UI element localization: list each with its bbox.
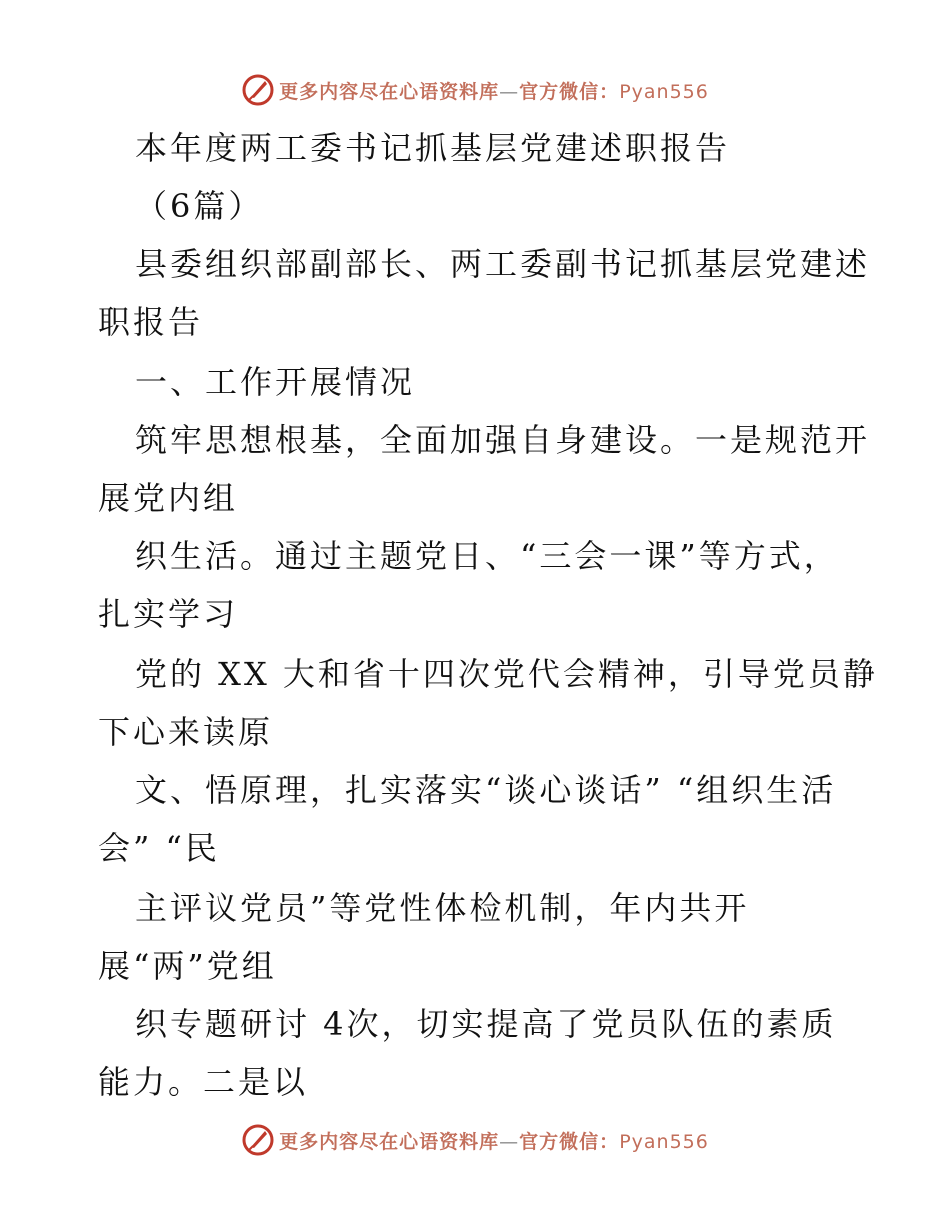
paragraph-line: 织生活。通过主题党日、“三会一课”等方式，	[135, 537, 839, 575]
watermark-text: 更多内容尽在心语资料库	[279, 80, 500, 103]
paragraph-line: 展“两”党组	[98, 947, 277, 985]
watermark-dash: —	[499, 80, 520, 103]
paragraph-line: 织专题研讨 4次，切实提高了党员队伍的素质	[135, 1005, 837, 1043]
watermark-footer	[0, 1120, 950, 1160]
document-subtitle: （6篇）	[135, 187, 264, 225]
watermark-wechat-id: Pyan556	[619, 1130, 709, 1153]
paragraph-line: 会” “民	[98, 829, 220, 867]
watermark-wechat-label: 官方微信：	[519, 1130, 620, 1153]
watermark-text: 更多内容尽在心语资料库	[279, 1130, 500, 1153]
paragraph-line: 能力。二是以	[98, 1063, 309, 1101]
section-heading: 县委组织部副部长、两工委副书记抓基层党建述	[135, 245, 871, 283]
document-title: 本年度两工委书记抓基层党建述职报告	[135, 129, 731, 167]
paragraph-line: 主评议党员”等党性体检机制，年内共开	[135, 889, 750, 927]
quill-logo-icon	[241, 73, 275, 107]
paragraph-line: 筑牢思想根基，全面加强自身建设。一是规范开	[135, 421, 871, 459]
paragraph-line: 扎实学习	[98, 595, 239, 633]
subsection-heading: 一、工作开展情况	[135, 363, 416, 401]
watermark-header	[0, 70, 950, 110]
paragraph-line: 下心来读原	[98, 713, 274, 751]
paragraph-line: 文、悟原理，扎实落实“谈心谈话” “组织生活	[135, 771, 837, 809]
paragraph-line: 展党内组	[98, 479, 239, 517]
watermark-wechat-id: Pyan556	[619, 80, 709, 103]
section-heading-cont: 职报告	[98, 303, 204, 341]
watermark-dash: —	[499, 1130, 520, 1153]
watermark-wechat-label: 官方微信：	[519, 80, 620, 103]
quill-logo-icon	[241, 1123, 275, 1157]
paragraph-line: 党的 XX 大和省十四次党代会精神，引导党员静	[135, 655, 878, 693]
